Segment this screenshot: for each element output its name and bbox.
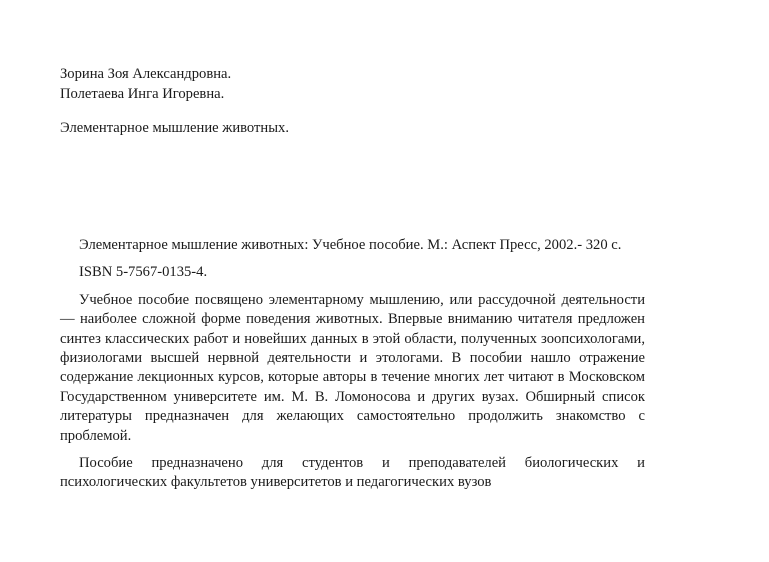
author-name: Полетаева Инга Игоревна. bbox=[60, 86, 225, 102]
authors-block bbox=[60, 64, 231, 104]
author-name: Зорина Зоя Александровна. bbox=[60, 66, 232, 82]
audience-paragraph: Пособие предназначено для студентов и преподавателей биологических и психологических факультетов университетов и педагогических вузов bbox=[60, 455, 645, 491]
book-title: Элементарное мышление животных. bbox=[60, 120, 289, 136]
isbn-paragraph: ISBN 5-7567-0135-4. bbox=[79, 264, 208, 281]
citation-paragraph: Элементарное мышление животных: Учебное пособие. М.: Аспект Пресс, 2002.- 320 с. bbox=[79, 237, 622, 253]
annotation-block bbox=[60, 236, 645, 501]
abstract-paragraph: Учебное пособие посвящено элементарному мышлению, или рассудочной деятельности — наиболее сложной форме поведения животных. Впервые вниманию читателя предложен синтез классических работ и новейших данных в этой области, полученных зоопсихологами, физиологами высшей нервной деятельности и этологами. В пособии нашло отражение содержание лекционных курсов, которые авторы в течение многих лет читают в Московском Государственном университете им. М. В. Ломоносова и других вузах. Обширный список литературы предназначен для желающих самостоятельно продолжить знакомство с проблемой. bbox=[60, 291, 645, 444]
